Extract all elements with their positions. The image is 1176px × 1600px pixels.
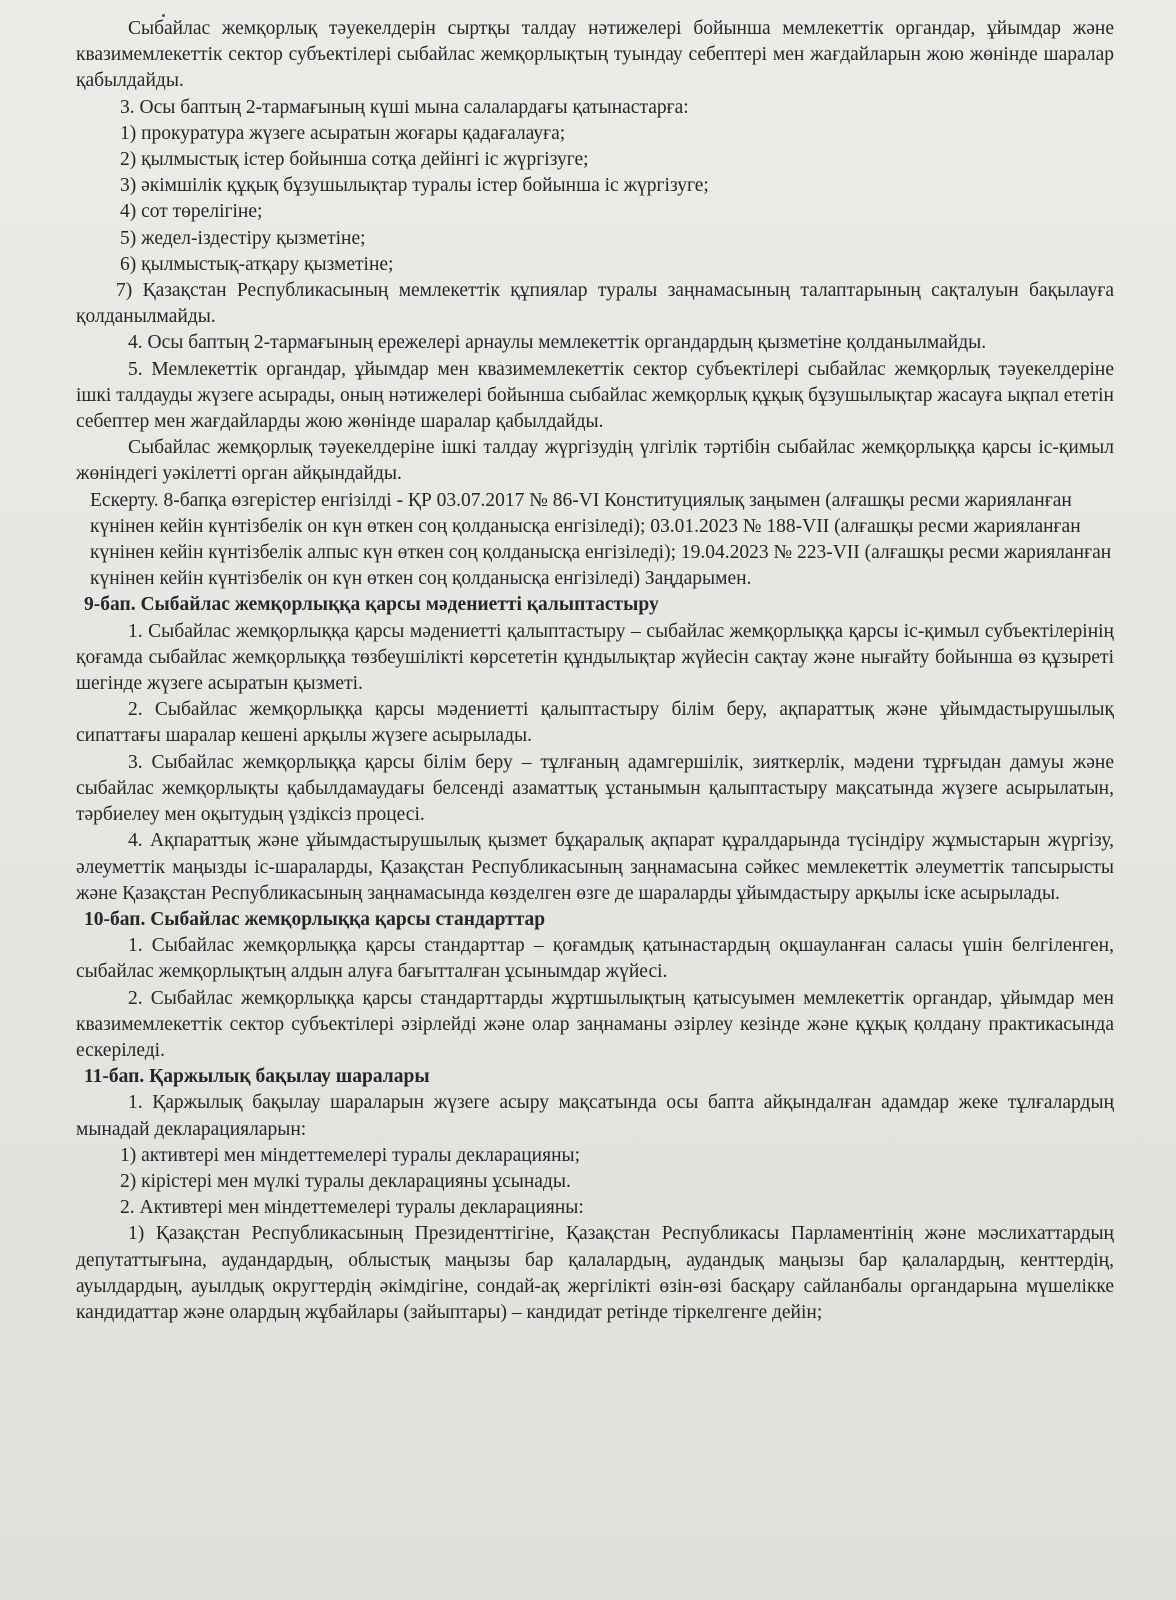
article-heading: 11-бап. Қаржылық бақылау шаралары xyxy=(84,1066,430,1088)
article-heading: 9-бап. Сыбайлас жемқорлыққа қарсы мәдениетті қалыптастыру xyxy=(84,594,659,616)
article-heading: 10-бап. Сыбайлас жемқорлыққа қарсы стандарттар xyxy=(84,908,546,930)
paragraph: 2. Сыбайлас жемқорлыққа қарсы мәдениетті қалыптастыру білім беру, ақпараттық және ұйымдастырушылық сипаттағы шаралар кешені арқылы жүзеге асырылады. xyxy=(76,699,1114,747)
paragraph: Сыбайлас жемқорлық тәуекелдеріне ішкі талдау жүргізудің үлгілік тәртібін сыбайлас жемқорлыққа қарсы іс-қимыл жөніндегі уәкілетті орган айқындайды. xyxy=(76,437,1114,485)
paragraph: 1) Қазақстан Республикасының Президенттігіне, Қазақстан Республикасы Парламентінің және мәслихаттардың депутаттығына, аудандардың, облыстық маңызы бар қалалардың, аудандық маңызы бар қалалардың, кенттердің, ауылдардың, ауылдық округтердің әкімдігіне, сондай-ақ жергілікті өзін-өзі басқару сайланбалы органдарына мүшелікке кандидаттар және олардың жұбайлары (зайыптары) – кандидат ретінде тіркелгенге дейін; xyxy=(76,1223,1114,1323)
list-item: 2) қылмыстық істер бойынша сотқа дейінгі іс жүргізуге; xyxy=(120,149,589,171)
list-item: 2. Активтері мен міндеттемелері туралы декларацияны: xyxy=(120,1197,584,1219)
paragraph: Сыбайлас жемқорлық тәуекелдерін сыртқы талдау нәтижелері бойынша мемлекеттік органдар, ұйымдар және квазимемлекеттік сектор субъектілері сыбайлас жемқорлықтың туындау себептері мен жағдайларын жою жөнінде шаралар қабылдайды. xyxy=(76,18,1114,92)
paragraph: 1. Қаржылық бақылау шараларын жүзеге асыру мақсатында осы бапта айқындалған адамдар жеке тұлғалардың мынадай декларацияларын: xyxy=(76,1092,1114,1140)
list-item: 4) сот төрелігіне; xyxy=(120,201,263,223)
speck-mark xyxy=(162,14,165,17)
list-item: 1) прокуратура жүзеге асыратын жоғары қадағалауға; xyxy=(120,122,566,144)
list-item: 5) жедел-іздестіру қызметіне; xyxy=(120,227,366,249)
paragraph: 4. Ақпараттық және ұйымдастырушылық қызмет бұқаралық ақпарат құралдарында түсіндіру жұмыстарын жүргізу, әлеуметтік маңызды іс-шараларды, Қазақстан Республикасының заңнамасына сәйкес мемлекеттік әлеуметтік тапсырысты және Қазақстан Республикасының заңнамасында көзделген өзге де шараларды ұйымдастыру арқылы іске асырылады. xyxy=(76,830,1114,904)
paragraph: 3. Сыбайлас жемқорлыққа қарсы білім беру – тұлғаның адамгершілік, зияткерлік, мәдени тұрғыдан дамуы және сыбайлас жемқорлықты қабылдамаудағы белсенді азаматтық ұстанымын қалыптастыру мақсатында жүзеге асырылатын, тәрбиелеу мен оқытудың үздіксіз процесі. xyxy=(76,751,1114,826)
paragraph: Ескерту. 8-бапқа өзгерістер енгізілді - ҚР 03.07.2017 № 86-VI Конституциялық заңымен (алғашқы ресми жарияланған күнінен кейін күнтізбелік он күн өткен соң қолданысқа енгізіледі); 03.01.2023 № 188-VII (алғашқы ресми жарияланған күнінен кейін күнтізбелік алпыс күн өткен соң қолданысқа енгізіледі); 19.04.2023 № 223-VII (алғашқы ресми жарияланған күнінен кейін күнтізбелік он күн өткен соң қолданысқа енгізіледі) Заңдарымен. xyxy=(90,489,1112,590)
list-item: 3) әкімшілік құқық бұзушылықтар туралы істер бойынша іс жүргізуге; xyxy=(120,175,709,197)
paragraph: 7) Қазақстан Республикасының мемлекеттік құпиялар туралы заңнамасының талаптарының сақталуын бақылауға қолданылмайды. xyxy=(76,280,1114,328)
list-item: 2) кірістері мен мүлкі туралы декларацияны ұсынады. xyxy=(120,1170,571,1192)
list-item: 1) активтері мен міндеттемелері туралы декларацияны; xyxy=(120,1144,581,1166)
paragraph: 5. Мемлекеттік органдар, ұйымдар мен квазимемлекеттік сектор субъектілері сыбайлас жемқорлық тәуекелдеріне ішкі талдауды жүзеге асырады, оның нәтижелері бойынша сыбайлас жемқорлық құқық бұзушылықтар жасауға ықпал ететін себептер мен жағдайларды жою жөнінде шаралар қабылдайды. xyxy=(76,358,1114,433)
paragraph: 1. Сыбайлас жемқорлыққа қарсы стандарттар – қоғамдық қатынастардың оқшауланған саласы үшін белгіленген, сыбайлас жемқорлықтың алдын алуға бағытталған ұсынымдар жүйесі. xyxy=(76,935,1114,983)
list-item: 3. Осы баптың 2-тармағының күші мына салалардағы қатынастарға: xyxy=(120,96,689,118)
paragraph: 4. Осы баптың 2-тармағының ережелері арнаулы мемлекеттік органдардың қызметіне қолданылмайды. xyxy=(128,332,987,354)
paragraph: 1. Сыбайлас жемқорлыққа қарсы мәдениетті қалыптастыру – сыбайлас жемқорлыққа қарсы іс-қимыл субъектілерінің қоғамда сыбайлас жемқорлыққа төзбеушілікті көрсететін құндылықтар жүйесін сақтау және нығайту бойынша өз құзыреті шегінде жүзеге асыратын қызметі. xyxy=(76,620,1114,695)
document-body xyxy=(76,16,1114,1326)
list-item: 6) қылмыстық-атқару қызметіне; xyxy=(120,253,394,275)
paragraph: 2. Сыбайлас жемқорлыққа қарсы стандарттарды жұртшылықтың қатысуымен мемлекеттік органдар, ұйымдар мен квазимемлекеттік сектор субъектілері әзірлейді және олар заңнаманы әзірлеу кезінде және құқық қолдану практикасында ескеріледі. xyxy=(76,987,1114,1061)
